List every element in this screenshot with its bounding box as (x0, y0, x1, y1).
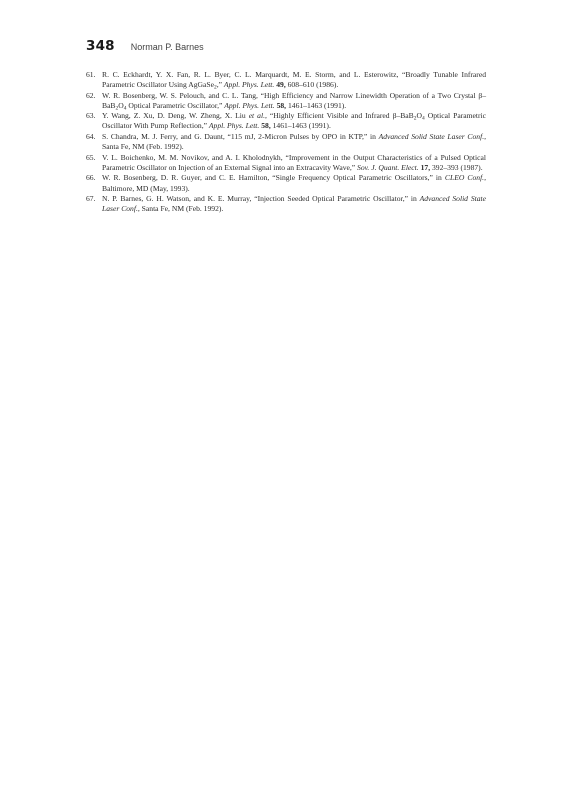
page-number: 348 (86, 38, 115, 54)
reference-segment: Optical Parametric Oscillator,” (126, 100, 225, 110)
reference-number: 64. (86, 132, 96, 142)
reference-number: 61. (86, 70, 96, 79)
journal-title: Advanced Solid State Laser Conf. (102, 194, 487, 214)
reference-item (86, 194, 486, 214)
subscript: 2 (213, 84, 217, 91)
reference-number: 63. (86, 111, 96, 121)
journal-title: CLEO Conf. (444, 173, 485, 183)
reference-text (102, 91, 486, 110)
reference-segment: , “Highly Efficient Visible and Infrared β–BaB (264, 111, 414, 121)
journal-title: Appl. Phys. Lett. (224, 100, 275, 110)
reference-item (86, 173, 486, 193)
journal-title: et al. (248, 111, 265, 121)
reference-number: 67. (86, 194, 96, 204)
volume: 58, (276, 100, 287, 110)
reference-segment: 1461–1463 (1991). (286, 100, 347, 110)
reference-segment: S. Chandra, M. J. Ferry, and G. Daunt, “115 mJ, 2-Micron Pulses by OPO in KTP,” in (102, 132, 379, 142)
reference-segment: 608–610 (1986). (285, 80, 339, 90)
reference-segment: Optical Parametric Oscillator With Pump Reflection,” (102, 111, 486, 131)
reference-segment: R. C. Eckhardt, Y. X. Fan, R. L. Byer, C. L. Marquardt, M. E. Storm, and L. Esterowitz, “Broadly Tunable Infrared Parametric Oscillator Using AgGaSe (102, 70, 486, 90)
reference-text (102, 153, 486, 172)
reference-number: 65. (86, 152, 96, 162)
reference-segment: , Santa Fe, NM (Feb. 1992). (137, 204, 224, 214)
reference-item (86, 132, 486, 152)
journal-title: Appl. Phys. Lett. (208, 121, 260, 131)
reference-segment: O (118, 100, 124, 110)
reference-number: 62. (86, 90, 96, 100)
reference-item (86, 153, 486, 173)
running-header (86, 38, 204, 58)
subscript: 2 (115, 105, 119, 112)
reference-list (86, 70, 486, 215)
reference-item (86, 91, 486, 111)
reference-text (102, 194, 486, 213)
reference-text (102, 111, 486, 130)
reference-segment: 392–393 (1987). (430, 162, 483, 172)
volume: 17, (420, 162, 431, 172)
journal-title: Sov. J. Quant. Elect. (357, 162, 419, 172)
journal-title: Advanced Solid State Laser Conf. (378, 132, 485, 142)
reference-text (102, 132, 486, 151)
subscript: 4 (421, 115, 425, 122)
reference-item (86, 111, 486, 131)
reference-text (102, 173, 486, 192)
reference-item (86, 70, 486, 90)
volume: 49, (276, 80, 286, 90)
subscript: 2 (413, 115, 417, 122)
reference-segment: Y. Wang, Z. Xu, D. Deng, W. Zheng, X. Liu (102, 111, 249, 121)
reference-segment: O (416, 111, 422, 121)
reference-segment: 1461–1463 (1991). (270, 121, 331, 131)
journal-title: Appl. Phys. Lett. (223, 80, 275, 90)
reference-segment: , Baltimore, MD (May, 1993). (102, 173, 486, 193)
reference-segment: , Santa Fe, NM (Feb. 1992). (102, 132, 486, 152)
reference-text (102, 70, 486, 89)
reference-segment: N. P. Barnes, G. H. Watson, and K. E. Murray, “Injection Seeded Optical Parametric Oscillator,” in (102, 194, 420, 204)
reference-segment: W. R. Bosenberg, D. R. Guyer, and C. E. Hamilton, “Single Frequency Optical Parametric Oscillators,” in (102, 173, 445, 183)
reference-segment: W. R. Bosenberg, W. S. Pelouch, and C. L. Tang, “High Efficiency and Narrow Linewidth Operation of a Two Crystal β–BaB (102, 90, 486, 110)
reference-number: 66. (86, 173, 96, 183)
reference-segment: ,” (216, 80, 224, 90)
subscript: 4 (123, 105, 127, 112)
volume: 58, (261, 121, 271, 131)
reference-segment: V. L. Boichenko, M. M. Novikov, and A. I. Kholodnykh, “Improvement in the Output Characteristics of a Pulsed Optical Parametric Oscillator on Injection of an External Signal into an Extracavity Wave,” (102, 152, 486, 172)
author-name: Norman P. Barnes (130, 42, 204, 52)
